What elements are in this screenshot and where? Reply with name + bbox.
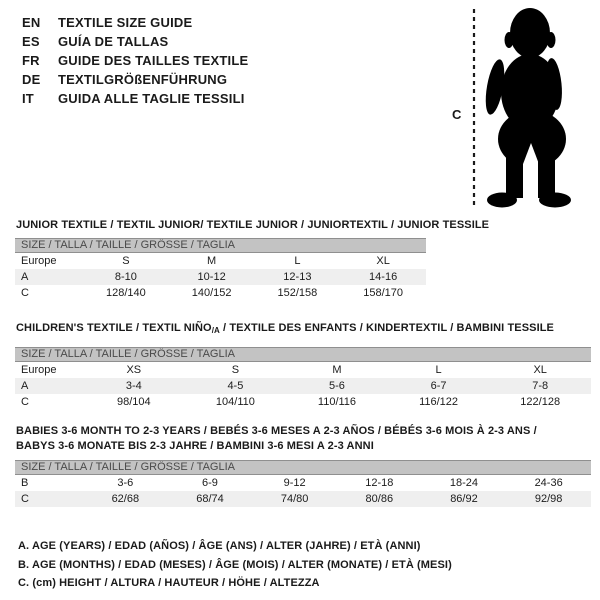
- guide-title-es: GUÍA DE TALLAS: [58, 34, 169, 49]
- size-cell: 98/104: [116, 396, 151, 408]
- size-cell: S: [231, 364, 240, 376]
- junior-table-title: JUNIOR TEXTILE / TEXTIL JUNIOR/ TEXTILE JUNIOR / JUNIORTEXTIL / JUNIOR TESSILE: [16, 219, 490, 231]
- size-cell: 7-8: [532, 380, 549, 392]
- junior-size-header-bar: SIZE / TALLA / TAILLE / GRÖSSE / TAGLIA: [15, 238, 426, 253]
- size-cell: L: [294, 255, 301, 267]
- size-cell: XS: [126, 364, 142, 376]
- table-row: [15, 362, 591, 378]
- babies-title-line1: BABIES 3-6 MONTH TO 2-3 YEARS / BEBÉS 3-6 MESES A 2-3 AÑOS / BÉBÉS 3-6 MOIS À 2-3 ANS /: [16, 425, 537, 437]
- table-row: [15, 253, 426, 269]
- language-title-list: [22, 13, 248, 108]
- row-label: C: [21, 287, 29, 299]
- table-row: [15, 269, 426, 285]
- size-cell: 62/68: [111, 493, 140, 505]
- size-cell: 18-24: [449, 477, 479, 489]
- size-cell: 14-16: [369, 271, 398, 283]
- children-size-table: [15, 362, 591, 410]
- size-cell: 24-36: [534, 477, 563, 489]
- babies-table-title: [16, 424, 591, 454]
- size-cell: 128/140: [105, 287, 146, 299]
- row-label: Europe: [21, 255, 57, 267]
- language-code: IT: [22, 91, 34, 106]
- table-row: [15, 285, 426, 301]
- footnote-height-cm: C. (cm) HEIGHT / ALTURA / HAUTEUR / HÖHE / ALTEZZA: [18, 577, 320, 589]
- language-row: [22, 89, 248, 108]
- height-label: C: [452, 107, 462, 122]
- table-row: [15, 491, 591, 507]
- size-cell: 92/98: [534, 493, 563, 505]
- children-table-title: [16, 322, 554, 335]
- babies-size-table: [15, 475, 591, 507]
- footnote-age-months: B. AGE (MONTHS) / EDAD (MESES) / ÂGE (MOIS) / ALTER (MONATE) / ETÀ (MESI): [18, 558, 452, 571]
- language-code: FR: [22, 53, 40, 68]
- footnote-age-years: A. AGE (YEARS) / EDAD (AÑOS) / ÂGE (ANS) / ALTER (JAHRE) / ETÀ (ANNI): [18, 540, 421, 552]
- size-cell: 6-7: [430, 380, 447, 392]
- size-cell: 152/158: [277, 287, 318, 299]
- guide-title-de: TEXTILGRÖßENFÜHRUNG: [58, 72, 228, 87]
- size-cell: 140/152: [191, 287, 232, 299]
- size-cell: 10-12: [197, 271, 226, 283]
- size-cell: 12-18: [365, 477, 394, 489]
- size-cell: 3-6: [117, 477, 134, 489]
- size-cell: S: [122, 255, 130, 267]
- size-cell: 80/86: [365, 493, 394, 505]
- language-row: [22, 32, 248, 51]
- language-row: [22, 13, 248, 32]
- size-cell: 3-4: [125, 380, 142, 392]
- children-size-header-bar: SIZE / TALLA / TAILLE / GRÖSSE / TAGLIA: [15, 347, 591, 362]
- size-cell: 122/128: [520, 396, 561, 408]
- row-label: C: [21, 396, 29, 408]
- baby-silhouette: [482, 8, 571, 208]
- guide-title-fr: GUIDE DES TAILLES TEXTILE: [58, 53, 249, 68]
- size-cell: 158/170: [363, 287, 403, 299]
- language-row: [22, 51, 248, 70]
- size-cell: 104/110: [215, 396, 255, 408]
- size-cell: 9-12: [283, 477, 306, 489]
- guide-title-en: TEXTILE SIZE GUIDE: [58, 15, 193, 30]
- table-row: [15, 394, 591, 410]
- children-title-sub: /A: [211, 326, 220, 335]
- babies-size-header-bar: SIZE / TALLA / TAILLE / GRÖSSE / TAGLIA: [15, 460, 591, 475]
- size-cell: XL: [376, 255, 390, 267]
- babies-title-line2: BABYS 3-6 MONATE BIS 2-3 JAHRE / BAMBINI 3-6 MESI A 2-3 ANNI: [16, 440, 374, 452]
- size-cell: XL: [533, 364, 547, 376]
- language-code: DE: [22, 72, 41, 87]
- size-cell: M: [207, 255, 217, 267]
- size-cell: 4-5: [227, 380, 244, 392]
- language-code: EN: [22, 15, 41, 30]
- size-cell: 110/116: [317, 396, 357, 408]
- baby-silhouette-figure: [440, 0, 600, 215]
- size-cell: 8-10: [114, 271, 137, 283]
- size-cell: 74/80: [280, 493, 309, 505]
- row-label: A: [21, 271, 29, 283]
- row-label: C: [21, 493, 29, 505]
- size-cell: 12-13: [283, 271, 312, 283]
- row-label: Europe: [21, 364, 57, 376]
- table-row: [15, 378, 591, 394]
- language-row: [22, 70, 248, 89]
- junior-size-table: [15, 253, 426, 301]
- table-row: [15, 475, 591, 491]
- language-code: ES: [22, 34, 40, 49]
- size-cell: 6-9: [202, 477, 218, 489]
- size-cell: 116/122: [419, 396, 459, 408]
- children-title-post: / TEXTILE DES ENFANTS / KINDERTEXTIL / BAMBINI TESSILE: [219, 322, 554, 334]
- size-cell: L: [435, 364, 442, 376]
- legend-footnotes: [18, 537, 452, 593]
- size-cell: 5-6: [329, 380, 345, 392]
- size-cell: 68/74: [196, 493, 224, 505]
- guide-title-it: GUIDA ALLE TAGLIE TESSILI: [58, 91, 245, 106]
- children-title-pre: CHILDREN'S TEXTILE / TEXTIL NIÑO: [16, 322, 212, 334]
- size-cell: M: [332, 364, 342, 376]
- row-label: B: [21, 477, 29, 489]
- size-cell: 86/92: [450, 493, 478, 505]
- row-label: A: [21, 380, 29, 392]
